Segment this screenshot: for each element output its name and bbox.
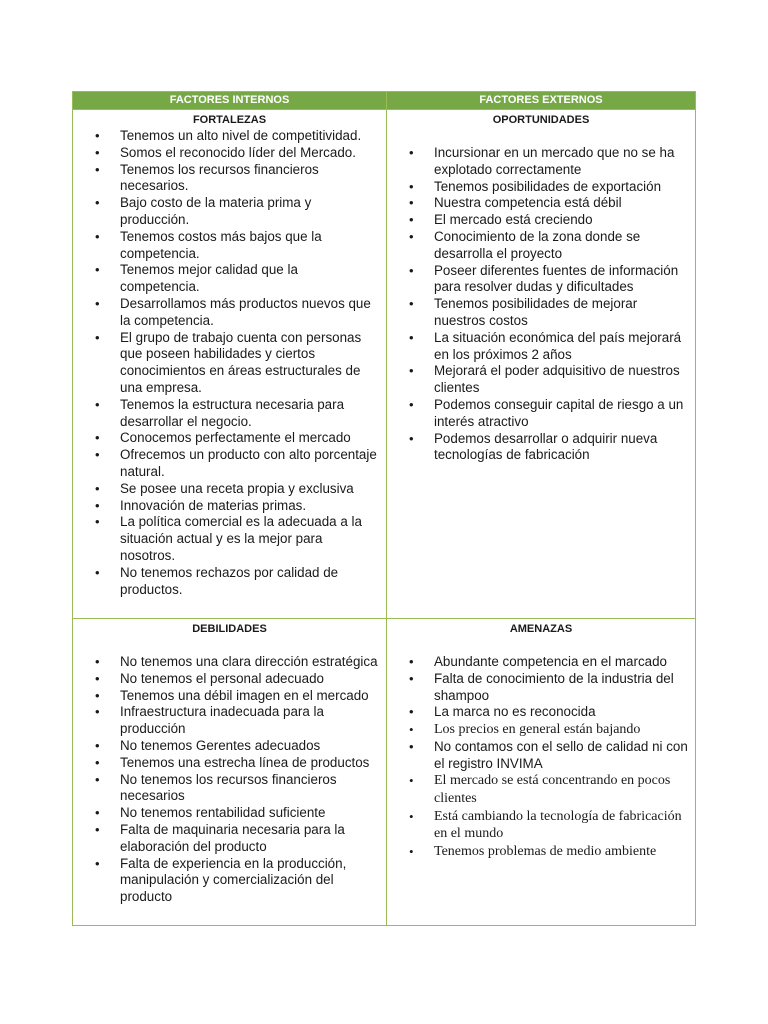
list-item: • Tenemos un alto nivel de competitividad.	[73, 128, 380, 145]
row-strengths-opportunities	[73, 110, 696, 619]
list-item: • Tenemos costos más bajos que la competencia.	[73, 229, 380, 263]
list-item: • Tenemos la estructura necesaria para desarrollar el negocio.	[73, 397, 380, 431]
list-item: • Mejorará el poder adquisitivo de nuestros clientes	[387, 363, 689, 397]
list-item: • No tenemos los recursos financieros necesarios	[73, 772, 380, 806]
list-item: • Tenemos una débil imagen en el mercado	[73, 688, 380, 705]
list-item: • Tenemos mejor calidad que la competencia.	[73, 262, 380, 296]
oportunidades-title: OPORTUNIDADES	[492, 114, 590, 126]
list-item: • Desarrollamos más productos nuevos que la competencia.	[73, 296, 380, 330]
header-row	[73, 92, 696, 110]
list-item: • Bajo costo de la materia prima y producción.	[73, 195, 380, 229]
debilidades-title: DEBILIDADES	[192, 623, 267, 635]
row-weaknesses-threats	[73, 619, 696, 926]
amenazas-list	[387, 654, 695, 860]
amenazas-cell	[387, 619, 696, 926]
list-item: • No tenemos el personal adecuado	[73, 671, 380, 688]
list-item: • Está cambiando la tecnología de fabricación en el mundo	[387, 808, 689, 843]
list-item: • Conocimiento de la zona donde se desarrolla el proyecto	[387, 229, 689, 263]
list-item: • Abundante competencia en el marcado	[387, 654, 689, 671]
list-item: • Innovación de materias primas.	[73, 498, 380, 515]
list-item: • Tenemos posibilidades de exportación	[387, 179, 689, 196]
list-item: • No tenemos rentabilidad suficiente	[73, 805, 380, 822]
spacer	[73, 637, 386, 654]
internal-factors-header: FACTORES INTERNOS	[73, 92, 387, 110]
list-item: • Los precios en general están bajando	[387, 721, 689, 739]
list-item: • Falta de maquinaria necesaria para la elaboración del producto	[73, 822, 380, 856]
list-item: • Falta de experiencia en la producción, manipulación y comercialización del producto	[73, 856, 380, 906]
fortalezas-cell	[73, 110, 387, 619]
list-item: • Tenemos posibilidades de mejorar nuestros costos	[387, 296, 689, 330]
swot-table	[72, 91, 696, 926]
debilidades-cell	[73, 619, 387, 926]
list-item: • No contamos con el sello de calidad ni con el registro INVIMA	[387, 739, 689, 773]
list-item: • El grupo de trabajo cuenta con personas que poseen habilidades y ciertos conocimientos en áreas estructurales de una empresa.	[73, 330, 380, 397]
list-item: • Poseer diferentes fuentes de información para resolver dudas y dificultades	[387, 263, 689, 297]
list-item: • La marca no es reconocida	[387, 704, 689, 721]
debilidades-list	[73, 654, 386, 906]
list-item: • Tenemos problemas de medio ambiente	[387, 843, 689, 861]
list-item: • Conocemos perfectamente el mercado	[73, 430, 380, 447]
list-item: • Podemos conseguir capital de riesgo a un interés atractivo	[387, 397, 689, 431]
list-item: • No tenemos rechazos por calidad de productos.	[73, 565, 380, 599]
fortalezas-title: FORTALEZAS	[192, 114, 267, 126]
spacer	[387, 637, 695, 654]
amenazas-title: AMENAZAS	[509, 623, 573, 635]
list-item: • Tenemos los recursos financieros necesarios.	[73, 162, 380, 196]
list-item: • Incursionar en un mercado que no se ha explotado correctamente	[387, 145, 689, 179]
list-item: • Infraestructura inadecuada para la producción	[73, 704, 380, 738]
oportunidades-list	[387, 145, 695, 464]
list-item: • Ofrecemos un producto con alto porcentaje natural.	[73, 447, 380, 481]
list-item: • Se posee una receta propia y exclusiva	[73, 481, 380, 498]
list-item: • Podemos desarrollar o adquirir nueva tecnologías de fabricación	[387, 431, 689, 465]
list-item: • Tenemos una estrecha línea de productos	[73, 755, 380, 772]
list-item: • Nuestra competencia está débil	[387, 195, 689, 212]
fortalezas-list	[73, 128, 386, 598]
spacer	[387, 128, 695, 145]
list-item: • No tenemos una clara dirección estratégica	[73, 654, 380, 671]
list-item: • La política comercial es la adecuada a la situación actual y es la mejor para nosotros.	[73, 514, 380, 564]
external-factors-header: FACTORES EXTERNOS	[387, 92, 696, 110]
oportunidades-cell	[387, 110, 696, 619]
list-item: • El mercado se está concentrando en pocos clientes	[387, 772, 689, 807]
list-item: • Falta de conocimiento de la industria del shampoo	[387, 671, 689, 705]
list-item: • La situación económica del país mejorará en los próximos 2 años	[387, 330, 689, 364]
list-item: • Somos el reconocido líder del Mercado.	[73, 145, 380, 162]
list-item: • El mercado está creciendo	[387, 212, 689, 229]
list-item: • No tenemos Gerentes adecuados	[73, 738, 380, 755]
